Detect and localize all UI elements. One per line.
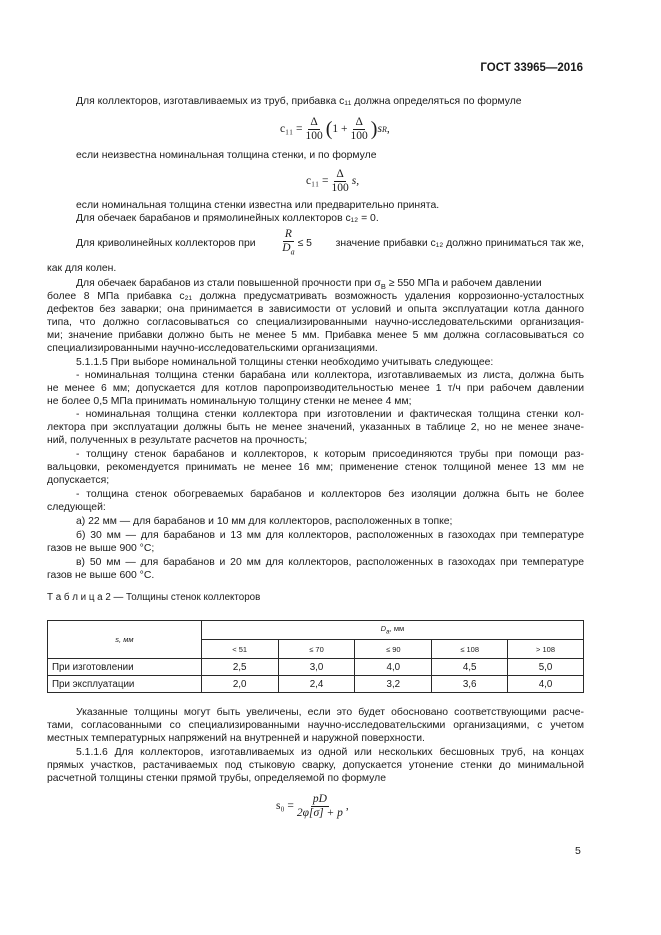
paragraph-line: не более 0,5 МПа принимать номинальную толщину стенки не менее 4 мм; [47, 396, 412, 407]
paragraph-line: не менее 6 мм; допускается для котлов паропроизводительностью менее 1 т/ч при рабочем давлении [47, 383, 584, 394]
table-caption-label: Т а б л и ц а 2 [47, 592, 111, 603]
paragraph-line: ний, полученных в результате расчетов на прочность; [47, 435, 308, 446]
table-cell: 3,0 [278, 659, 355, 676]
fraction-denominator: 100 [350, 129, 368, 142]
formula-term: 1 + [332, 123, 348, 135]
table-column-header: < 51 [201, 640, 278, 659]
formula-var: s [377, 123, 382, 135]
text-span: значение прибавки c₁₂ должно приниматься так же, [335, 237, 584, 249]
fraction [295, 793, 345, 820]
list-item-cont: газов не выше 600 °С. [47, 570, 155, 581]
table-cell: 5,0 [508, 659, 584, 676]
list-item: б) 30 мм — для барабанов и 13 мм для коллекторов, расположенных в газоходах при температуре [76, 530, 584, 541]
corner-text: s, мм [115, 635, 134, 644]
fraction-denominator: 100 [305, 129, 323, 142]
fraction [329, 168, 350, 195]
paragraph-line: лектора при эксплуатации должны быть не менее значений, указанных в таблице 2, но не менее значе- [47, 422, 584, 433]
paragraph-line: - толщина стенок обогреваемых барабанов и коллекторов без изоляции должна быть не более [76, 489, 584, 500]
table-cell: 3,2 [355, 676, 432, 693]
fraction-denominator [280, 242, 296, 258]
paragraph-line: расчетной толщины стенки прямой трубы, определяемой по формуле [47, 773, 386, 784]
den-var: D [282, 241, 291, 254]
paragraph-line: ми; значение прибавки должно быть не менее 5 мм. Прибавка менее 5 мм должна согласовываться со [47, 330, 584, 341]
table-cell: 4,5 [432, 659, 508, 676]
den-subscript: a [290, 247, 295, 257]
paragraph-line: дефектов без заварки; она принимается в зависимости от условий и опыта эксплуатации котла данного [47, 304, 584, 315]
group-sub: a [386, 628, 390, 636]
paragraph-line: - толщину стенок барабанов и коллекторов, к которым присоединяются трубы при помощи раз- [76, 449, 584, 460]
paragraph-line: прямых участков, растачиваемых под стыковую сварку, допускается утонение стенки до минимальной [47, 760, 584, 771]
paragraph-line: тами, согласованными со специализированными научно-исследовательскими организациями, с учетом [47, 720, 584, 731]
fraction-numerator: Δ [355, 115, 363, 128]
table-row-header: При изготовлении [48, 659, 202, 676]
paragraph-if-unknown: если неизвестна номинальная толщина стенки, и по формуле [76, 150, 377, 161]
formula-subscript: R [381, 124, 387, 134]
text-span: Для обечаек барабанов из стали повышенной прочности при σ [76, 278, 381, 289]
wall-thickness-table [47, 620, 584, 693]
paragraph-line: 5.1.1.5 При выборе номинальной толщины стенки необходимо учитывать следующее: [76, 357, 494, 368]
paragraph-line: местных температурных напряжений на внутренней и наружной поверхности. [47, 733, 425, 744]
subscript: В [380, 282, 386, 292]
paragraph-curved-collectors [76, 229, 584, 257]
table-row [48, 676, 584, 693]
table-row [48, 659, 584, 676]
formula-var: s, [351, 175, 360, 187]
list-item-cont: газов не выше 900 °С; [47, 543, 155, 554]
group-var: D [380, 624, 387, 634]
formula-end: , [345, 800, 349, 812]
fraction-numerator: Δ [336, 167, 344, 180]
inline-condition [279, 228, 312, 258]
formula-lhs: s₀ = [276, 800, 294, 812]
page-number: 5 [575, 845, 581, 857]
paragraph-line: как для колен. [47, 263, 117, 274]
formula-c11-known-thickness [306, 166, 359, 196]
formula-c11-unknown-thickness [280, 112, 390, 146]
paragraph-line: 5.1.1.6 Для коллекторов, изготавливаемых из одной или нескольких бесшовных труб, на концах [76, 747, 584, 758]
group-unit: , мм [389, 624, 405, 634]
table-header-row [48, 621, 584, 640]
table-cell: 4,0 [508, 676, 584, 693]
formula-lhs: c₁₁ = [306, 175, 329, 187]
text-span: Для криволинейных коллекторов при [76, 237, 256, 249]
formula-end: , [386, 123, 390, 135]
close-paren: ) [370, 117, 378, 140]
paragraph-collectors-from-pipes: Для коллекторов, изготавливаемых из труб, прибавка c₁₁ должна определяться по формуле [76, 96, 522, 107]
table-corner-header [48, 621, 202, 659]
table-row-header: При эксплуатации [48, 676, 202, 693]
table-group-header [201, 621, 583, 640]
paragraph-line: вальцовки, рекомендуется принимать не менее 16 мм; применение стенок толщиной менее 13 мм не [47, 462, 584, 473]
table-column-header: ≤ 70 [278, 640, 355, 659]
table-column-header: > 108 [508, 640, 584, 659]
text-span: ≥ 550 МПа и рабочем давлении [385, 278, 542, 289]
table-column-header: ≤ 90 [355, 640, 432, 659]
paragraph-line: следующей: [47, 502, 106, 513]
formula-lhs: c₁₁ = [280, 123, 303, 135]
fraction [303, 116, 324, 143]
paragraph-line: - номинальная толщина стенки барабана или коллектора, изготавливаемых из листа, должна быть [76, 370, 584, 381]
table-column-header: ≤ 108 [432, 640, 508, 659]
fraction [280, 228, 296, 258]
table-caption [47, 592, 260, 603]
paragraph-if-known: если номинальная толщина стенки известна или предварительно принята. [76, 200, 440, 211]
table-cell: 4,0 [355, 659, 432, 676]
paragraph-drums-straight: Для обечаек барабанов и прямолинейных коллекторов c₁₂ = 0. [76, 213, 379, 224]
list-item: в) 50 мм — для барабанов и 20 мм для коллекторов, расположенных в газоходах при температуре [76, 557, 584, 568]
table-cell: 2,5 [201, 659, 278, 676]
open-paren: ( [325, 117, 333, 140]
fraction-numerator: Δ [310, 115, 318, 128]
fraction-denominator: 100 [331, 181, 349, 194]
paragraph-line: специализированными научно-исследовательскими организациями. [47, 343, 378, 354]
fraction [349, 116, 370, 143]
formula-s0 [276, 789, 349, 823]
table-cell: 2,4 [278, 676, 355, 693]
fraction-denominator: 2φ[σ] + p [296, 806, 343, 819]
table-cell: 2,0 [201, 676, 278, 693]
fraction-numerator: R [284, 227, 292, 240]
paragraph-line: типа, что должно согласовываться со специализированными научно-исследовательскими организация- [47, 317, 584, 328]
paragraph-line: Указанные толщины могут быть увеличены, если это будет обосновано соответствующими расче- [76, 707, 584, 718]
paragraph-line: - номинальная толщина стенки коллектора при изготовлении и фактическая толщина стенки кол- [76, 409, 584, 420]
comparison: ≤ 5 [297, 237, 312, 249]
paragraph-line: допускается; [47, 475, 110, 486]
table-cell: 3,6 [432, 676, 508, 693]
fraction-numerator: pD [312, 792, 327, 805]
list-item: а) 22 мм — для барабанов и 10 мм для коллекторов, расположенных в топке; [76, 516, 453, 527]
standard-designation: ГОСТ 33965—2016 [480, 62, 583, 74]
table-caption-title: — Толщины стенок коллекторов [110, 592, 261, 603]
paragraph-line: более 8 МПа прибавка c₂₁ должна предусматривать возможность удаления коррозионно-усталостных [47, 291, 584, 302]
